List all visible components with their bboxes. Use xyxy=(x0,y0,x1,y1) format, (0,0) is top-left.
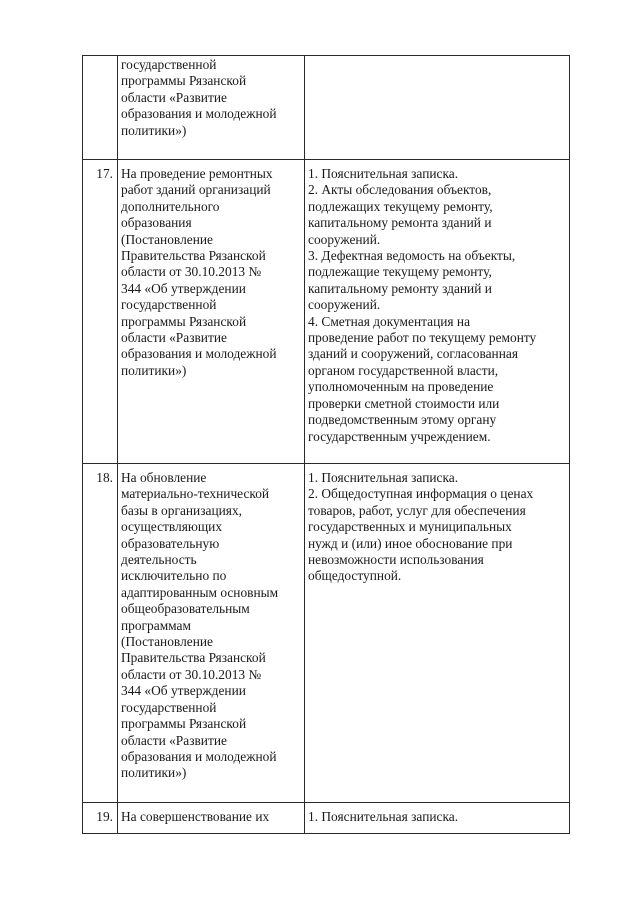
row-number-cell xyxy=(83,464,118,803)
table-row xyxy=(83,160,570,464)
document-item: 2. Акты обследования объектов, подлежащих текущему ремонту, капитальному ремонта зданий и сооружений. xyxy=(308,182,493,247)
row-number: 18. xyxy=(96,470,113,485)
documents-cell xyxy=(305,464,570,803)
row-number: 19. xyxy=(96,809,113,824)
document-item: 3. Дефектная ведомость на объекты, подлежащие текущему ремонту, капитальному ремонту зданий и сооружений. xyxy=(308,248,516,313)
document-item: 4. Сметная документация на проведение работ по текущему ремонту зданий и сооружений, согласованная органом государственной власти, уполномоченным на проведение проверки сметной стоимости или подведомственным этому органу государственным учреждением. xyxy=(308,313,537,444)
documents-cell xyxy=(305,160,570,464)
row-number-cell xyxy=(83,56,118,160)
purpose-cell xyxy=(118,160,305,464)
document-item: 2. Общедоступная информация о ценах товаров, работ, услуг для обеспечения государственных и муниципальных нужд и (или) иное обоснование при невозможности использования общедоступной. xyxy=(308,486,534,584)
purpose-text: государственной программы Рязанской области «Развитие образования и молодежной политики») xyxy=(121,57,277,138)
row-number-cell xyxy=(83,160,118,464)
row-number-cell xyxy=(83,803,118,834)
documents-table xyxy=(82,55,570,834)
table-row xyxy=(83,56,570,160)
purpose-cell xyxy=(118,56,305,160)
table-row xyxy=(83,464,570,803)
document-item: 1. Пояснительная записка. xyxy=(308,166,459,181)
purpose-text: На совершенствование их xyxy=(121,809,270,824)
documents-cell xyxy=(305,803,570,834)
document-item: 1. Пояснительная записка. xyxy=(308,470,459,485)
purpose-cell xyxy=(118,803,305,834)
row-number: 17. xyxy=(96,166,113,181)
purpose-text: На обновление материально-технической базы в организациях, осуществляющих образовательную деятельность исключительно по адаптированным основным общеобразовательным программам (Постановление Правительства Рязанской области от 30.10.2013 № 344 «Об утверждении государственной программы Рязанской области «Развитие образования и молодежной политики») xyxy=(121,470,279,781)
documents-cell xyxy=(305,56,570,160)
table-row xyxy=(83,803,570,834)
document-item: 1. Пояснительная записка. xyxy=(308,809,459,824)
purpose-text: На проведение ремонтных работ зданий организаций дополнительного образования (Постановление Правительства Рязанской области от 30.10.2013 № 344 «Об утверждении государственной программы Рязанской области «Развитие образования и молодежной политики») xyxy=(121,166,277,378)
purpose-cell xyxy=(118,464,305,803)
